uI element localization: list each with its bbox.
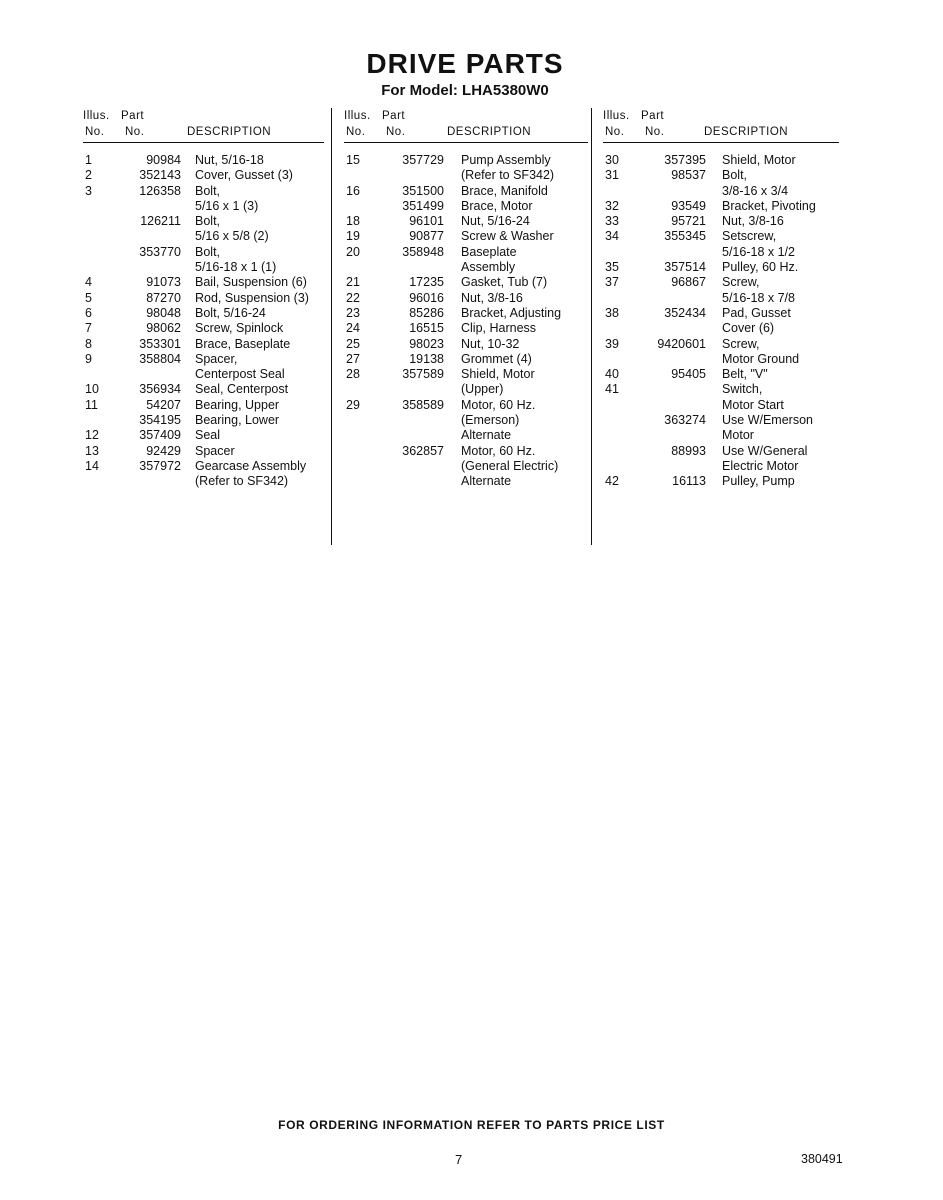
table-row bbox=[344, 214, 588, 229]
part-description: Gearcase Assembly bbox=[195, 458, 307, 473]
table-row bbox=[83, 291, 324, 306]
part-description: Pump Assembly bbox=[461, 153, 551, 167]
illus-number: 39 bbox=[605, 336, 619, 351]
illus-number: 41 bbox=[605, 382, 619, 397]
column-header bbox=[344, 108, 588, 143]
header-part: Part bbox=[121, 110, 145, 122]
illus-number: 7 bbox=[85, 321, 92, 336]
table-row bbox=[83, 444, 324, 459]
illus-number: 24 bbox=[346, 321, 360, 336]
part-description: Pulley, 60 Hz. bbox=[722, 260, 799, 275]
part-number: 358589 bbox=[402, 397, 444, 412]
part-description: Spacer, bbox=[195, 351, 238, 366]
part-description: Cover, Gusset (3) bbox=[195, 168, 293, 183]
table-row bbox=[344, 153, 588, 168]
part-description: 5/16-18 x 1/2 bbox=[722, 244, 795, 259]
illus-number: 10 bbox=[85, 382, 99, 397]
part-description: Spacer bbox=[195, 443, 235, 458]
part-number: 126358 bbox=[139, 183, 181, 198]
part-description: (Upper) bbox=[461, 382, 504, 397]
illus-number: 1 bbox=[85, 153, 92, 167]
illus-number: 32 bbox=[605, 198, 619, 213]
part-description: Bail, Suspension (6) bbox=[195, 275, 307, 290]
illus-number: 22 bbox=[346, 290, 360, 305]
part-number: 358804 bbox=[139, 351, 181, 366]
part-description: Motor, 60 Hz. bbox=[461, 397, 536, 412]
illus-number: 14 bbox=[85, 458, 99, 473]
header-description: DESCRIPTION bbox=[704, 126, 789, 138]
table-row bbox=[344, 291, 588, 306]
table-row bbox=[83, 321, 324, 336]
part-number: 357514 bbox=[664, 260, 706, 275]
table-row bbox=[344, 337, 588, 352]
part-description: (Refer to SF342) bbox=[195, 474, 289, 489]
model-subtitle: For Model: LHA5380W0 bbox=[381, 82, 549, 99]
part-description: Pulley, Pump bbox=[722, 474, 795, 489]
illus-number: 13 bbox=[85, 443, 99, 458]
illus-number: 30 bbox=[605, 153, 619, 167]
part-description: (Refer to SF342) bbox=[461, 168, 555, 183]
ordering-note: FOR ORDERING INFORMATION REFER TO PARTS PRICE LIST bbox=[278, 1118, 665, 1132]
part-description: Screw, bbox=[722, 275, 760, 290]
part-number: 362857 bbox=[402, 443, 444, 458]
table-row bbox=[83, 184, 324, 199]
part-description: Switch, bbox=[722, 382, 763, 397]
column-divider bbox=[591, 108, 592, 545]
part-description: Bolt, bbox=[722, 168, 748, 183]
part-description: Brace, Baseplate bbox=[195, 336, 291, 351]
part-description: Nut, 5/16-18 bbox=[195, 153, 264, 167]
part-number: 357729 bbox=[402, 153, 444, 167]
part-description: Bracket, Adjusting bbox=[461, 305, 562, 320]
part-number: 17235 bbox=[409, 275, 444, 290]
header-description: DESCRIPTION bbox=[447, 126, 532, 138]
part-number: 96101 bbox=[409, 214, 444, 229]
part-number: 126211 bbox=[140, 214, 181, 229]
part-description: 5/16 x 5/8 (2) bbox=[195, 229, 269, 244]
table-row bbox=[83, 275, 324, 290]
part-number: 96016 bbox=[409, 290, 444, 305]
part-number: 98023 bbox=[409, 336, 444, 351]
part-number: 16515 bbox=[409, 321, 444, 336]
part-number: 98048 bbox=[146, 305, 181, 320]
table-row bbox=[83, 459, 324, 474]
part-number: 357589 bbox=[402, 367, 444, 382]
table-row bbox=[83, 352, 324, 367]
part-number: 95721 bbox=[671, 214, 706, 229]
part-description: Electric Motor bbox=[722, 458, 799, 473]
parts-column-3 bbox=[603, 108, 839, 490]
part-description: Nut, 3/8-16 bbox=[722, 214, 784, 229]
table-row bbox=[344, 184, 588, 199]
part-number: 98062 bbox=[146, 321, 181, 336]
table-row bbox=[603, 260, 839, 275]
part-number: 352143 bbox=[139, 168, 181, 183]
illus-number: 27 bbox=[346, 351, 360, 366]
part-description: Shield, Motor bbox=[461, 367, 535, 382]
table-row bbox=[83, 413, 324, 428]
part-description: Seal, Centerpost bbox=[195, 382, 289, 397]
part-description: Setscrew, bbox=[722, 229, 777, 244]
illus-number: 25 bbox=[346, 336, 360, 351]
header-illus: Illus. bbox=[83, 110, 110, 122]
part-description: 3/8-16 x 3/4 bbox=[722, 183, 789, 198]
illus-number: 18 bbox=[346, 214, 360, 229]
table-row bbox=[344, 321, 588, 336]
illus-number: 19 bbox=[346, 229, 360, 244]
part-description: Bearing, Lower bbox=[195, 413, 280, 428]
part-description: Baseplate bbox=[461, 244, 517, 259]
part-number: 353301 bbox=[139, 336, 181, 351]
table-row bbox=[603, 428, 839, 443]
table-row bbox=[603, 459, 839, 474]
part-description: Nut, 3/8-16 bbox=[461, 290, 523, 305]
part-description: Gasket, Tub (7) bbox=[461, 275, 548, 290]
illus-number: 20 bbox=[346, 244, 360, 259]
table-row bbox=[603, 352, 839, 367]
table-row bbox=[344, 352, 588, 367]
table-row bbox=[603, 199, 839, 214]
header-illus-no: No. bbox=[85, 126, 105, 138]
illus-number: 11 bbox=[85, 397, 98, 412]
table-row bbox=[344, 245, 588, 260]
table-row bbox=[344, 474, 588, 489]
part-description: Centerpost Seal bbox=[195, 367, 285, 382]
table-row bbox=[603, 229, 839, 244]
table-row bbox=[344, 398, 588, 413]
table-row bbox=[603, 275, 839, 290]
table-row bbox=[603, 367, 839, 382]
illus-number: 38 bbox=[605, 305, 619, 320]
illus-number: 2 bbox=[85, 168, 92, 183]
table-row bbox=[603, 184, 839, 199]
part-description: (General Electric) bbox=[461, 458, 559, 473]
part-description: 5/16-18 x 1 (1) bbox=[195, 260, 277, 275]
table-row bbox=[603, 153, 839, 168]
header-illus: Illus. bbox=[344, 110, 371, 122]
table-row bbox=[344, 444, 588, 459]
table-row bbox=[83, 168, 324, 183]
table-row bbox=[83, 260, 324, 275]
part-number: 356934 bbox=[139, 382, 181, 397]
header-illus-no: No. bbox=[605, 126, 625, 138]
part-number: 87270 bbox=[146, 290, 181, 305]
part-description: Screw & Washer bbox=[461, 229, 554, 244]
illus-number: 4 bbox=[85, 275, 92, 290]
part-number: 357972 bbox=[139, 458, 181, 473]
part-description: (Emerson) bbox=[461, 413, 520, 428]
table-row bbox=[83, 229, 324, 244]
part-number: 54207 bbox=[146, 397, 181, 412]
table-row bbox=[83, 398, 324, 413]
part-description: Screw, bbox=[722, 336, 760, 351]
table-row bbox=[344, 459, 588, 474]
illus-number: 12 bbox=[85, 428, 99, 443]
part-number: 95405 bbox=[671, 367, 706, 382]
header-part: Part bbox=[382, 110, 406, 122]
part-number: 357409 bbox=[139, 428, 181, 443]
part-number: 357395 bbox=[664, 153, 706, 167]
part-description: Clip, Harness bbox=[461, 321, 537, 336]
parts-column-2 bbox=[344, 108, 588, 490]
table-row bbox=[603, 306, 839, 321]
illus-number: 21 bbox=[346, 275, 360, 290]
part-number: 354195 bbox=[139, 413, 181, 428]
part-description: 5/16-18 x 7/8 bbox=[722, 290, 795, 305]
part-description: Screw, Spinlock bbox=[195, 321, 284, 336]
part-number: 91073 bbox=[146, 275, 181, 290]
table-row bbox=[603, 413, 839, 428]
part-number: 353770 bbox=[139, 244, 181, 259]
part-number: 93549 bbox=[671, 198, 706, 213]
table-row bbox=[344, 306, 588, 321]
table-row bbox=[344, 199, 588, 214]
illus-number: 35 bbox=[605, 260, 619, 275]
illus-number: 33 bbox=[605, 214, 619, 229]
column-header bbox=[83, 108, 324, 143]
part-number: 19138 bbox=[409, 351, 444, 366]
page-header bbox=[0, 48, 930, 100]
part-description: Bolt, bbox=[195, 244, 221, 259]
part-description: Use W/General bbox=[722, 443, 808, 458]
table-row bbox=[603, 398, 839, 413]
page-number: 7 bbox=[455, 1152, 463, 1167]
part-description: Bolt, 5/16-24 bbox=[195, 305, 266, 320]
table-row bbox=[603, 321, 839, 336]
part-number: 16113 bbox=[672, 474, 706, 489]
part-description: Use W/Emerson bbox=[722, 413, 813, 428]
column-header bbox=[603, 108, 839, 143]
part-description: Nut, 5/16-24 bbox=[461, 214, 530, 229]
table-row bbox=[603, 291, 839, 306]
part-number: 352434 bbox=[664, 305, 706, 320]
document-number: 380491 bbox=[801, 1152, 843, 1166]
column-divider bbox=[331, 108, 332, 545]
table-row bbox=[344, 428, 588, 443]
table-row bbox=[83, 337, 324, 352]
illus-number: 34 bbox=[605, 229, 619, 244]
table-row bbox=[344, 367, 588, 382]
part-description: Bracket, Pivoting bbox=[722, 198, 816, 213]
illus-number: 31 bbox=[605, 168, 619, 183]
part-description: Shield, Motor bbox=[722, 153, 796, 167]
part-description: Rod, Suspension (3) bbox=[195, 290, 309, 305]
table-row bbox=[344, 275, 588, 290]
part-number: 92429 bbox=[146, 443, 181, 458]
table-row bbox=[83, 428, 324, 443]
parts-list bbox=[344, 153, 588, 490]
page-title: DRIVE PARTS bbox=[366, 48, 564, 79]
part-description: Alternate bbox=[461, 428, 512, 443]
table-row bbox=[83, 306, 324, 321]
table-row bbox=[603, 245, 839, 260]
table-row bbox=[344, 382, 588, 397]
illus-number: 23 bbox=[346, 305, 360, 320]
header-part: Part bbox=[641, 110, 665, 122]
header-illus: Illus. bbox=[603, 110, 630, 122]
header-part-no: No. bbox=[386, 126, 406, 138]
part-number: 351499 bbox=[402, 198, 444, 213]
table-row bbox=[83, 214, 324, 229]
parts-list bbox=[603, 153, 839, 490]
illus-number: 3 bbox=[85, 183, 92, 198]
part-description: Belt, "V" bbox=[722, 367, 768, 382]
table-row bbox=[603, 444, 839, 459]
table-row bbox=[344, 260, 588, 275]
part-description: 5/16 x 1 (3) bbox=[195, 198, 259, 213]
part-number: 9420601 bbox=[657, 336, 706, 351]
header-part-no: No. bbox=[125, 126, 145, 138]
part-description: Alternate bbox=[461, 474, 512, 489]
part-number: 90877 bbox=[409, 229, 444, 244]
part-description: Pad, Gusset bbox=[722, 305, 791, 320]
part-number: 98537 bbox=[671, 168, 706, 183]
table-row bbox=[603, 168, 839, 183]
part-number: 363274 bbox=[664, 413, 706, 428]
table-row bbox=[83, 382, 324, 397]
header-description: DESCRIPTION bbox=[187, 126, 272, 138]
part-description: Bearing, Upper bbox=[195, 397, 280, 412]
table-row bbox=[83, 153, 324, 168]
part-description: Nut, 10-32 bbox=[461, 336, 520, 351]
illus-number: 5 bbox=[85, 290, 92, 305]
part-number: 90984 bbox=[146, 153, 181, 167]
table-row bbox=[83, 367, 324, 382]
illus-number: 6 bbox=[85, 305, 92, 320]
part-number: 358948 bbox=[402, 244, 444, 259]
table-row bbox=[603, 214, 839, 229]
illus-number: 16 bbox=[346, 183, 360, 198]
illus-number: 37 bbox=[605, 275, 619, 290]
illus-number: 8 bbox=[85, 336, 92, 351]
table-row bbox=[344, 229, 588, 244]
part-description: Motor Ground bbox=[722, 351, 800, 366]
illus-number: 29 bbox=[346, 397, 360, 412]
part-description: Bolt, bbox=[195, 183, 221, 198]
part-number: 96867 bbox=[671, 275, 706, 290]
part-number: 88993 bbox=[671, 443, 706, 458]
parts-list bbox=[83, 153, 324, 490]
header-part-no: No. bbox=[645, 126, 665, 138]
illus-number: 15 bbox=[346, 153, 360, 167]
table-row bbox=[603, 337, 839, 352]
table-row bbox=[83, 245, 324, 260]
part-description: Seal bbox=[195, 428, 221, 443]
part-number: 85286 bbox=[409, 305, 444, 320]
part-description: Brace, Manifold bbox=[461, 183, 548, 198]
illus-number: 40 bbox=[605, 367, 619, 382]
part-description: Assembly bbox=[461, 260, 516, 275]
part-description: Grommet (4) bbox=[461, 351, 532, 366]
part-number: 351500 bbox=[402, 183, 444, 198]
part-description: Cover (6) bbox=[722, 321, 775, 336]
table-row bbox=[83, 199, 324, 214]
table-row bbox=[344, 413, 588, 428]
table-row bbox=[344, 168, 588, 183]
part-description: Motor bbox=[722, 428, 754, 443]
illus-number: 28 bbox=[346, 367, 360, 382]
part-description: Brace, Motor bbox=[461, 198, 533, 213]
part-description: Motor, 60 Hz. bbox=[461, 443, 536, 458]
header-illus-no: No. bbox=[346, 126, 366, 138]
part-number: 355345 bbox=[664, 229, 706, 244]
illus-number: 9 bbox=[85, 351, 92, 366]
parts-column-1 bbox=[83, 108, 324, 490]
table-row bbox=[603, 382, 839, 397]
table-row bbox=[603, 474, 839, 489]
illus-number: 42 bbox=[605, 474, 619, 489]
table-row bbox=[83, 474, 324, 489]
part-description: Motor Start bbox=[722, 397, 784, 412]
part-description: Bolt, bbox=[195, 214, 221, 229]
